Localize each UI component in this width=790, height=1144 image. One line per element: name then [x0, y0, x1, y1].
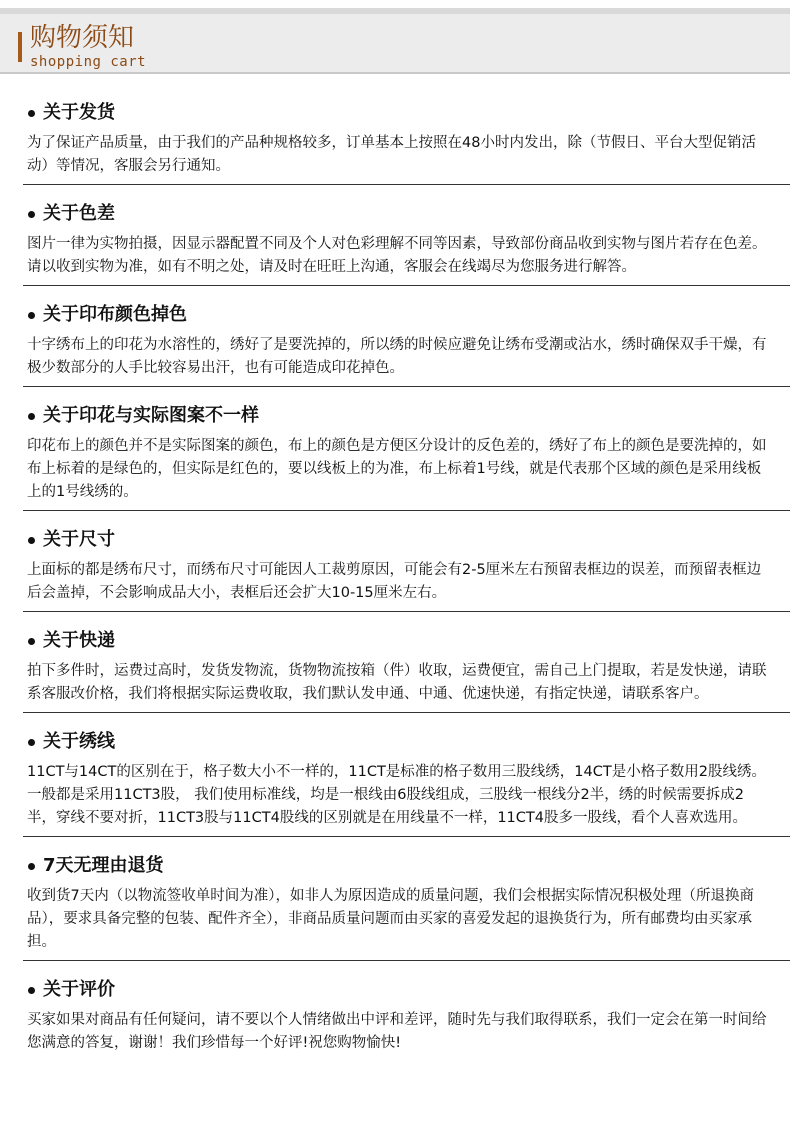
section-body: 印花布上的颜色并不是实际图案的颜色，布上的颜色是方便区分设计的反色差的，绣好了布上的颜色是要洗掉的，如布上标着的是绿色的，但实际是红色的，要以线板上的为准，布上标着1号线，就是代表那个区域的颜色是采用线板上的1号线绣的。	[27, 438, 767, 500]
section-divider	[23, 184, 790, 185]
section-title: 关于尺寸	[43, 529, 115, 550]
section-header	[27, 973, 771, 1007]
section-title: 7天无理由退货	[43, 855, 164, 876]
section-title: 关于绣线	[43, 731, 115, 752]
section-body: 收到货7天内（以物流签收单时间为准），如非人为原因造成的质量问题，我们会根据实际情况积极处理（所退换商品），要求具备完整的包装、配件齐全），非商品质量问题而由买家的喜爱发起的退换货行为，所有邮费均由买家承担。	[27, 888, 754, 950]
section-reviews	[27, 973, 771, 1061]
bullet-icon	[28, 413, 35, 420]
section-title: 关于快递	[43, 630, 115, 651]
header-accent-bar	[18, 32, 22, 62]
section-header	[27, 96, 771, 130]
section-returns	[27, 849, 771, 961]
section-divider	[23, 611, 790, 612]
section-express	[27, 624, 771, 713]
section-thread	[27, 725, 771, 837]
section-header	[27, 624, 771, 658]
section-title: 关于评价	[43, 979, 115, 1000]
section-divider	[23, 510, 790, 511]
section-title: 关于印花与实际图案不一样	[43, 405, 259, 426]
section-body: 买家如果对商品有任何疑问，请不要以个人情绪做出中评和差评，随时先与我们取得联系，我们一定会在第一时间给您满意的答复，谢谢！我们珍惜每一个好评!祝您购物愉快!	[27, 1012, 767, 1051]
section-body: 图片一律为实物拍摄，因显示器配置不同及个人对色彩理解不同等因素，导致部份商品收到实物与图片若存在色差。请以收到实物为准，如有不明之处，请及时在旺旺上沟通，客服会在线竭尽为您服务进行解答。	[27, 236, 767, 275]
header-divider	[0, 72, 790, 74]
bullet-icon	[28, 987, 35, 994]
bullet-icon	[28, 312, 35, 319]
section-body: 上面标的都是绣布尺寸，而绣布尺寸可能因人工裁剪原因，可能会有2-5厘米左右预留表框边的误差，而预留表框边后会盖掉，不会影响成品大小，表框后还会扩大10-15厘米左右。	[27, 562, 762, 601]
section-divider	[23, 386, 790, 387]
section-divider	[23, 285, 790, 286]
bullet-icon	[28, 537, 35, 544]
bullet-icon	[28, 638, 35, 645]
page-subtitle: shopping cart	[30, 54, 147, 70]
section-title: 关于发货	[43, 102, 115, 123]
section-header	[27, 523, 771, 557]
section-print-fading	[27, 298, 771, 387]
section-divider	[23, 712, 790, 713]
section-header	[27, 197, 771, 231]
section-body: 为了保证产品质量，由于我们的产品种规格较多，订单基本上按照在48小时内发出，除（节假日、平台大型促销活动）等情况，客服会另行通知。	[27, 135, 756, 174]
page-title: 购物须知	[30, 23, 135, 53]
section-body: 十字绣布上的印花为水溶性的，绣好了是要洗掉的，所以绣的时候应避免让绣布受潮或沾水，绣时确保双手干燥，有极少数部分的人手比较容易出汗，也有可能造成印花掉色。	[27, 337, 767, 376]
section-title: 关于色差	[43, 203, 115, 224]
section-print-vs-pattern	[27, 399, 771, 511]
section-divider	[23, 960, 790, 961]
section-divider	[23, 836, 790, 837]
section-header	[27, 849, 771, 883]
bullet-icon	[28, 739, 35, 746]
section-body: 拍下多件时，运费过高时，发货发物流，货物物流按箱（件）收取，运费便宜，需自己上门提取，若是发快递，请联系客服改价格，我们将根据实际运费收取，我们默认发申通、中通、优速快递，有指定快递，请联系客户。	[27, 663, 767, 702]
bullet-icon	[28, 211, 35, 218]
section-shipping	[27, 96, 771, 185]
notice-sections	[0, 96, 790, 1061]
section-title: 关于印布颜色掉色	[43, 304, 187, 325]
section-header	[27, 725, 771, 759]
section-color-difference	[27, 197, 771, 286]
bullet-icon	[28, 863, 35, 870]
section-body: 11CT与14CT的区别在于，格子数大小不一样的，11CT是标准的格子数用三股线绣，14CT是小格子数用2股线绣。一般都是采用11CT3股， 我们使用标准线，均是一根线由6股线组成，三股线一根线分2半，绣的时候需要拆成2半，穿线不要对折，11CT3股与11CT4股线的区别就是在用线量不一样，11CT4股多一股线，看个人喜欢选用。	[27, 764, 766, 826]
bullet-icon	[28, 110, 35, 117]
section-header	[27, 399, 771, 433]
section-header	[27, 298, 771, 332]
section-size	[27, 523, 771, 612]
